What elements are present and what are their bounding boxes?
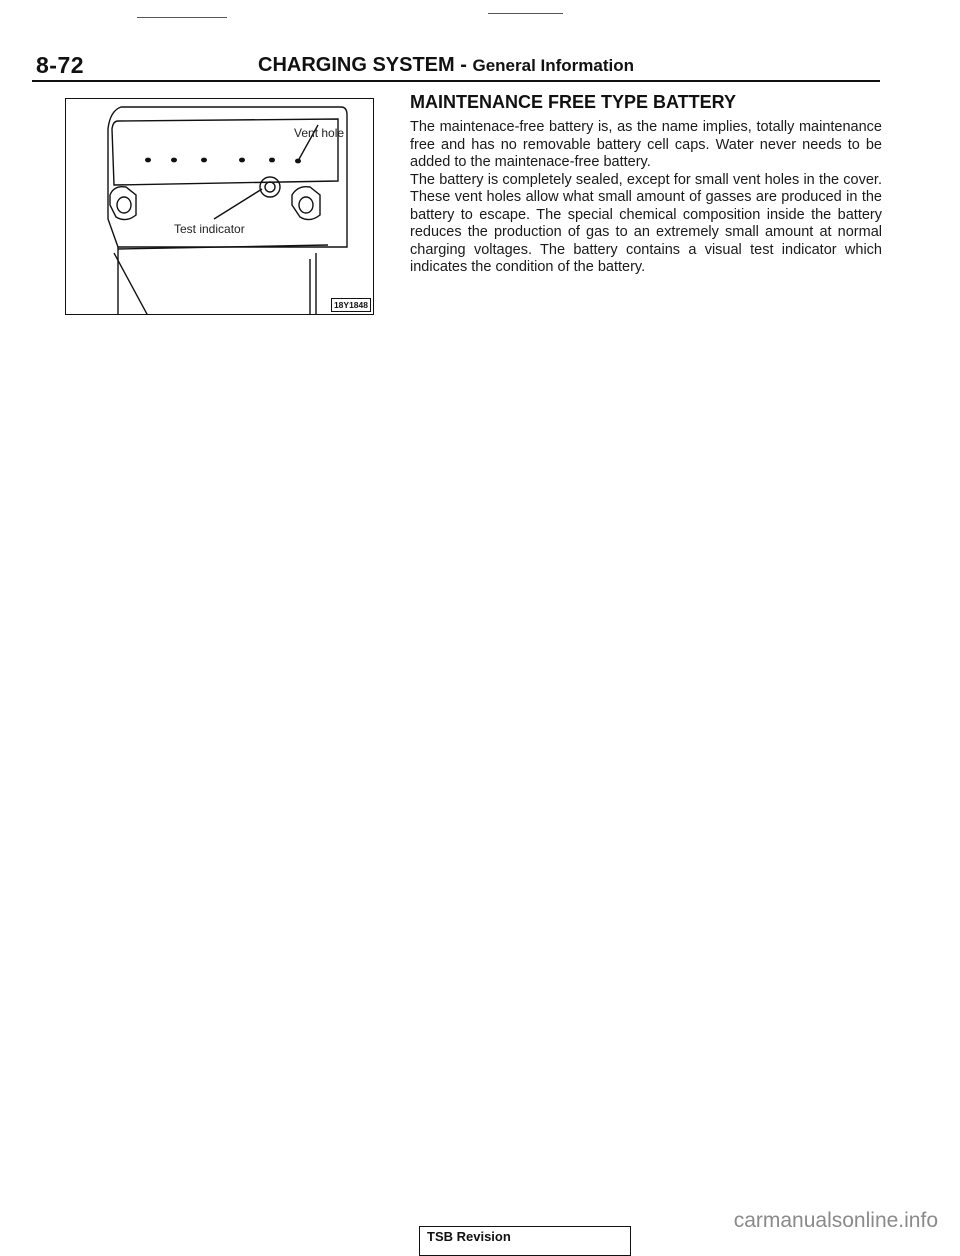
page-title	[258, 54, 634, 77]
paragraph: The battery is completely sealed, except for small vent holes in the cover. These vent holes allow what small amount of gasses are produced in the battery to escape. The special chemical composition inside the battery reduces the production of gas to an extremely small amount at normal charging voltages. The battery contains a visual test indicator which indicates the condition of the battery.	[410, 171, 882, 275]
header-rule	[32, 80, 880, 82]
figure-code: 18Y1848	[331, 298, 371, 312]
watermark: carmanualsonline.info	[733, 1209, 938, 1232]
scan-mark	[137, 17, 227, 18]
battery-illustration	[65, 98, 374, 315]
vent-hole-label: Vent hole	[294, 126, 345, 140]
body-text	[410, 119, 882, 277]
subsection-title: General Information	[472, 56, 635, 75]
title-separator: -	[460, 54, 467, 76]
scan-mark	[488, 13, 563, 14]
test-indicator-label: Test indicator	[174, 222, 245, 236]
paragraph: The maintenace-free battery is, as the name implies, totally maintenance free and has no removable battery cell caps. Water never needs to be added to the maintenace-free battery.	[410, 119, 882, 170]
section-heading: MAINTENANCE FREE TYPE BATTERY	[410, 92, 737, 112]
section-title: CHARGING SYSTEM	[258, 54, 455, 76]
page-number: 8-72	[36, 52, 85, 78]
revision-box: TSB Revision	[419, 1226, 631, 1256]
